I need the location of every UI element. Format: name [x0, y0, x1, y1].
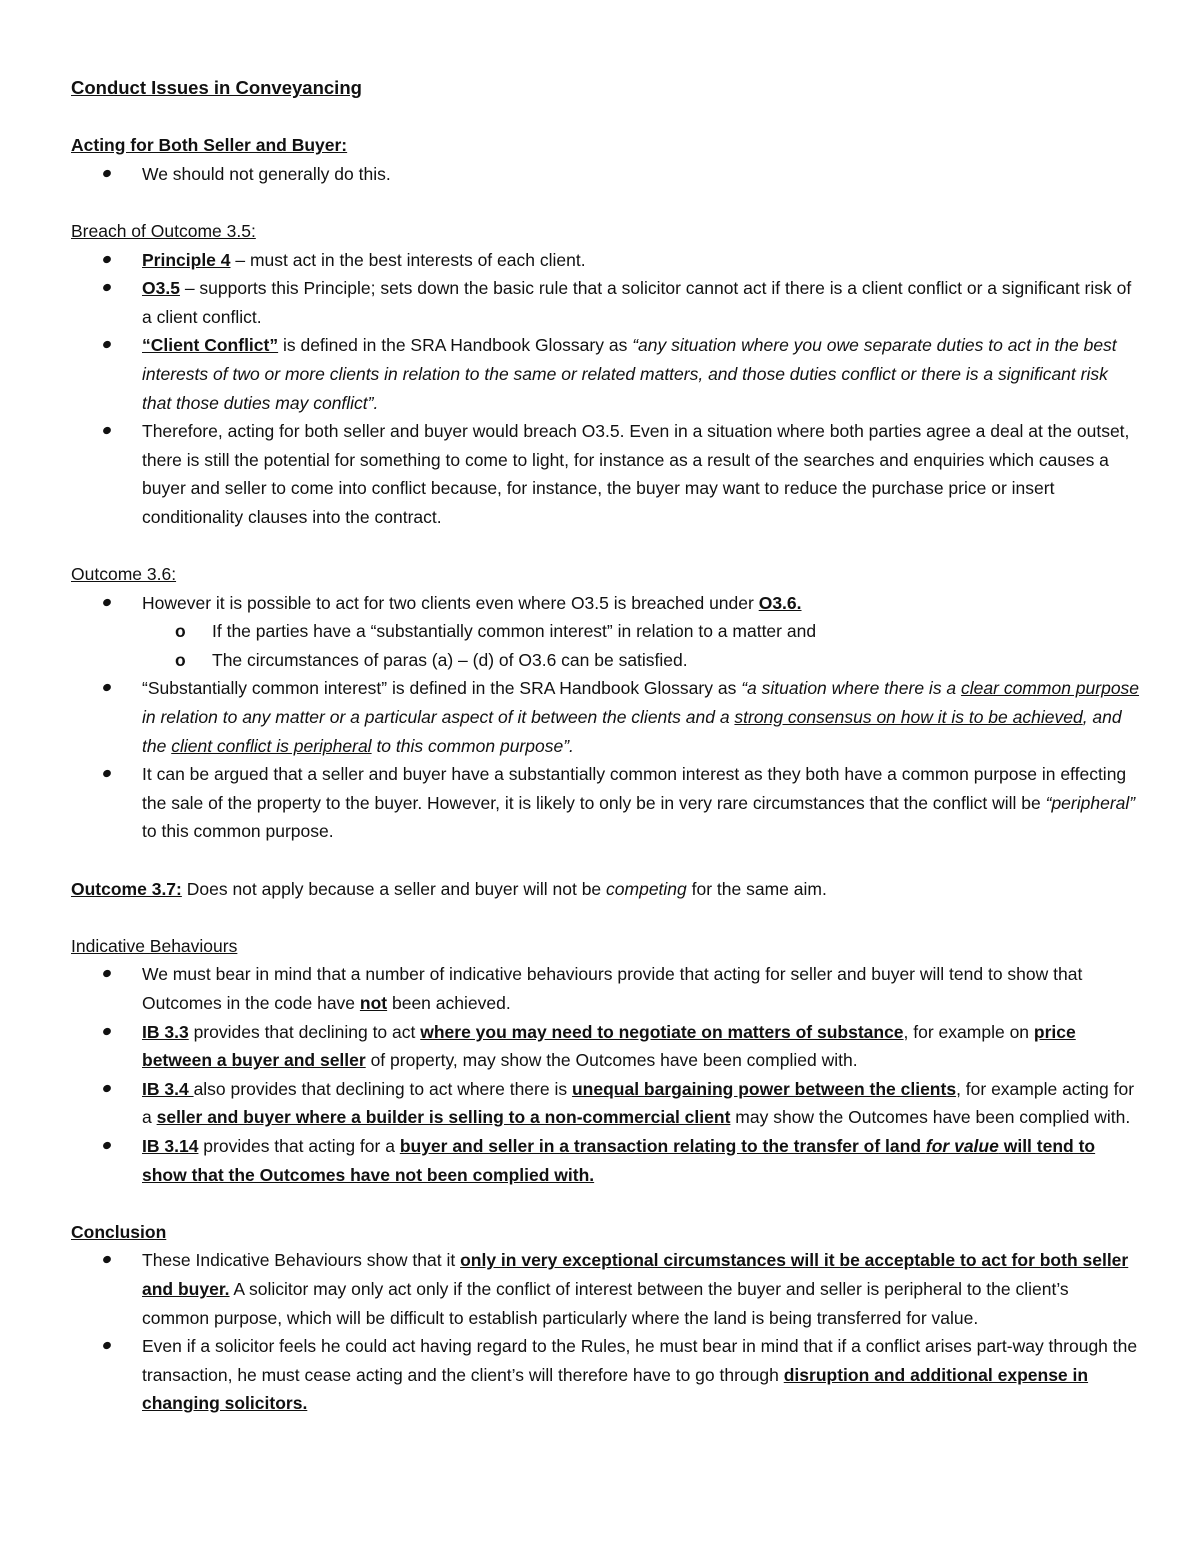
quote-part: “a situation where there is a [741, 678, 962, 699]
quote-peripheral: “peripheral” [1045, 792, 1136, 813]
list-item [71, 960, 1140, 1017]
heading-acting-both: Acting for Both Seller and Buyer: [71, 135, 348, 156]
heading-breach-outcome-3-5: Breach of Outcome 3.5: [71, 220, 256, 241]
sub-list-item [71, 617, 1140, 646]
emphasis-text: price between a buyer and seller [142, 1021, 1076, 1071]
bullet-text: , for example on [903, 1021, 1034, 1042]
quote-emphasis: clear common purpose [961, 678, 1140, 699]
bullet-text: However it is possible to act for two clients even where O3.5 is breached under [142, 592, 759, 613]
sub-list-item [71, 646, 1140, 675]
list-item [71, 1018, 1140, 1075]
emphasis-text: unequal bargaining power between the clients [571, 1078, 957, 1099]
emphasis-text: disruption and additional expense in changing solicitors. [142, 1364, 1089, 1414]
paragraph-outcome-3-7 [71, 875, 1140, 904]
list-item [71, 274, 1140, 331]
bullet-text: been achieved. [387, 993, 511, 1013]
paragraph-text: Does not apply because a seller and buyer will not be [181, 878, 607, 899]
list-acting-both [71, 160, 1140, 189]
quote-part: to this common purpose”. [371, 735, 574, 756]
list-indicative-behaviours [71, 960, 1140, 1189]
bullet-text: These Indicative Behaviours show that it [142, 1250, 461, 1271]
bullet-text: We must bear in mind that a number of indicative behaviours provide that acting for seller and buyer will tend to show that Outcomes in the code have [142, 964, 1083, 1013]
list-outcome-3-6 [71, 589, 1140, 846]
term-ib-3-14: IB 3.14 [142, 1135, 199, 1156]
list-item [71, 1075, 1140, 1132]
list-item [71, 589, 1140, 618]
bullet-text: is defined in the SRA Handbook Glossary as [278, 335, 633, 356]
quote-part: , and the [142, 707, 1122, 756]
bullet-text: provides that declining to act [188, 1021, 421, 1042]
list-item [71, 760, 1140, 846]
sub-bullet-marker: o [175, 649, 186, 670]
list-item [71, 160, 1140, 189]
heading-outcome-3-6: Outcome 3.6: [71, 564, 177, 585]
term-o3-6: O3.6. [758, 592, 802, 613]
term-ib-3-4: IB 3.4 [142, 1078, 194, 1099]
emphasis-text: will tend to show that the Outcomes have not been complied with. [142, 1135, 1096, 1185]
emphasis-not: not [359, 993, 388, 1013]
list-conclusion [71, 1246, 1140, 1418]
bullet-text: A solicitor may only act only if the conflict of interest between the buyer and seller is peripheral to the client’s common purpose, which will be difficult to establish particularly where the land is being transferred for value. [142, 1278, 1069, 1328]
bullet-text: “Substantially common interest” is defined in the SRA Handbook Glossary as [142, 678, 742, 699]
list-item [71, 674, 1140, 760]
sub-bullet-text: If the parties have a “substantially common interest” in relation to a matter and [212, 621, 817, 642]
quote-emphasis: strong consensus on how it is to be achieved [734, 707, 1083, 728]
quote-part: in relation to any matter or a particular aspect of it between the clients and a [142, 707, 735, 728]
bullet-text: to this common purpose. [142, 821, 334, 842]
list-item [71, 1132, 1140, 1189]
bullet-text: – must act in the best interests of each client. [230, 249, 586, 270]
term-ib-3-3: IB 3.3 [142, 1021, 189, 1042]
bullet-text: also provides that declining to act where there is [193, 1078, 572, 1099]
bullet-text: It can be argued that a seller and buyer have a substantially common interest as they both have a common purpose in effecting the sale of the property to the buyer. However, it is likely to only be in very rare circumstances that the conflict will be [142, 764, 1127, 813]
term-principle-4: Principle 4 [142, 249, 231, 270]
document-title: Conduct Issues in Conveyancing [71, 77, 362, 98]
bullet-text: Even if a solicitor feels he could act having regard to the Rules, he must bear in mind that if a conflict arises part-way through the transaction, he must cease acting and the client’s will therefore have to go through [142, 1336, 1138, 1385]
paragraph-text: for the same aim. [686, 878, 827, 899]
heading-indicative-behaviours: Indicative Behaviours [71, 935, 238, 956]
heading-conclusion: Conclusion [71, 1221, 167, 1242]
sub-bullet-marker: o [175, 621, 186, 642]
emphasis-text: where you may need to negotiate on matters of substance [420, 1021, 904, 1042]
heading-outcome-3-7: Outcome 3.7: [71, 878, 182, 899]
emphasis-text: only in very exceptional circumstances will it be acceptable to act for both seller and buyer. [142, 1250, 1129, 1299]
emphasis-competing: competing [606, 878, 687, 899]
term-client-conflict: “Client Conflict” [142, 335, 279, 356]
bullet-text: We should not generally do this. [142, 163, 391, 184]
emphasis-text: seller and buyer where a builder is selling to a non-commercial client [156, 1107, 731, 1128]
list-item [71, 246, 1140, 275]
bullet-text: – supports this Principle; sets down the basic rule that a solicitor cannot act if there is a client conflict or a significant risk of a client conflict. [142, 278, 1132, 327]
bullet-text: may show the Outcomes have been complied with. [730, 1107, 1131, 1128]
list-item [71, 417, 1140, 531]
emphasis-text: buyer and seller in a transaction relating to the transfer of land [399, 1135, 926, 1156]
definition-quote: “any situation where you owe separate duties to act in the best interests of two or more clients in relation to the same or related matters, and those duties conflict or there is a significant risk that those duties may conflict”. [142, 335, 1117, 413]
emphasis-for-value: for value [925, 1135, 999, 1156]
sub-bullet-text: The circumstances of paras (a) – (d) of O3.6 can be satisfied. [212, 649, 688, 670]
bullet-text: , for example acting for a [142, 1078, 1135, 1128]
list-item [71, 331, 1140, 417]
bullet-text: of property, may show the Outcomes have been complied with. [365, 1050, 858, 1071]
quote-emphasis: client conflict is peripheral [171, 735, 372, 756]
bullet-text: provides that acting for a [198, 1135, 400, 1156]
term-o3-5: O3.5 [142, 278, 180, 299]
list-item [71, 1332, 1140, 1418]
list-item [71, 1246, 1140, 1332]
list-breach [71, 246, 1140, 532]
bullet-text: Therefore, acting for both seller and buyer would breach O3.5. Even in a situation where both parties agree a deal at the outset, there is still the potential for something to come to light, for instance as a result of the searches and enquiries which causes a buyer and seller to come into conflict because, for instance, the buyer may want to reduce the purchase price or insert conditionality clauses into the contract. [142, 421, 1130, 527]
